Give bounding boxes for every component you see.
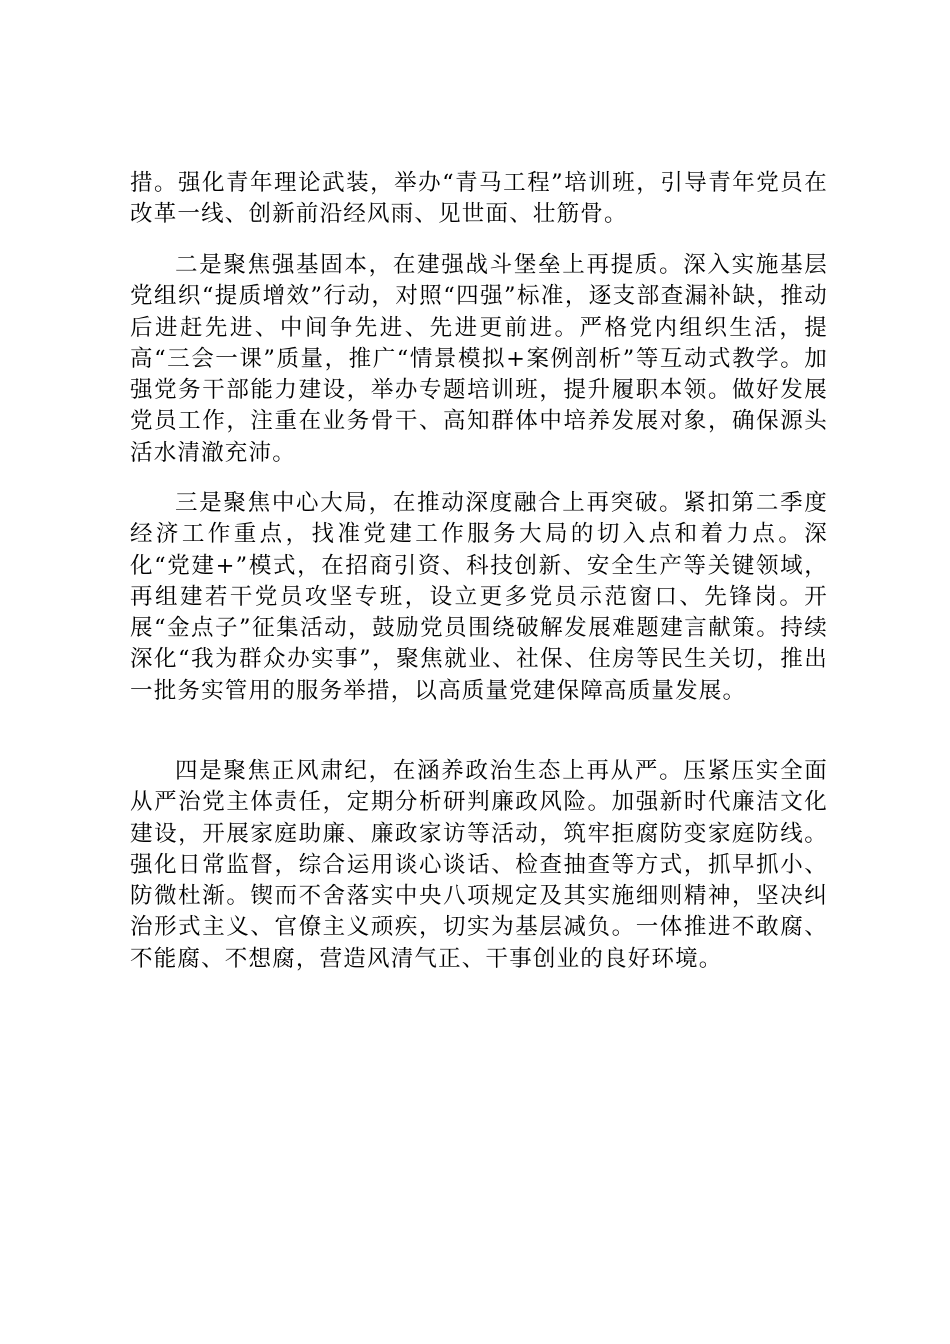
paragraph-3: 三是聚焦中心大局，在推动深度融合上再突破。紧扣第二季度经济工作重点，找准党建工作服务大局的切入点和着力点。深化“党建+”模式，在招商引资、科技创新、安全生产等关键领域，再组建若干党员攻坚专班，设立更多党员示范窗口、先锋岗。开展“金点子”征集活动，鼓励党员围绕破解发展难题建言献策。持续深化“我为群众办实事”，聚焦就业、社保、住房等民生关切，推出一批务实管用的服务举措，以高质量党建保障高质量发展。 bbox=[130, 490, 828, 704]
paragraph-4: 四是聚焦正风肃纪，在涵养政治生态上再从严。压紧压实全面从严治党主体责任，定期分析研判廉政风险。加强新时代廉洁文化建设，开展家庭助廉、廉政家访等活动，筑牢拒腐防变家庭防线。强化日常监督，综合运用谈心谈话、检查抽查等方式，抓早抓小、防微杜渐。锲而不舍落实中央八项规定及其实施细则精神，坚决纠治形式主义、官僚主义顽疾，切实为基层减负。一体推进不敢腐、不能腐、不想腐，营造风清气正、干事创业的良好环境。 bbox=[130, 758, 828, 972]
paragraph-continued: 措。强化青年理论武装，举办“青马工程”培训班，引导青年党员在改革一线、创新前沿经风雨、见世面、壮筋骨。 bbox=[130, 170, 828, 228]
paragraph-2: 二是聚焦强基固本，在建强战斗堡垒上再提质。深入实施基层党组织“提质增效”行动，对照“四强”标准，逐支部查漏补缺，推动后进赶先进、中间争先进、先进更前进。严格党内组织生活，提高“三会一课”质量，推广“情景模拟+案例剖析”等互动式教学。加强党务干部能力建设，举办专题培训班，提升履职本领。做好发展党员工作，注重在业务骨干、高知群体中培养发展对象，确保源头活水清澈充沛。 bbox=[130, 252, 828, 466]
